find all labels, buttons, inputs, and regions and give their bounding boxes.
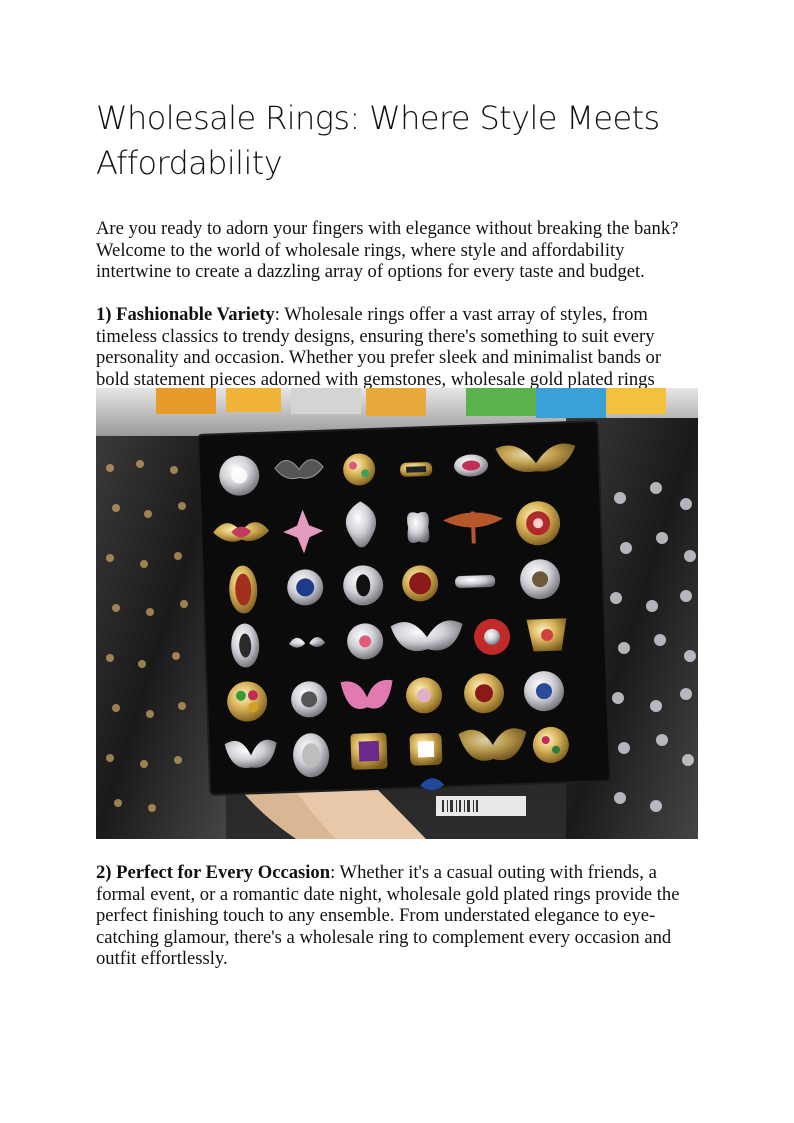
page-title: Wholesale Rings: Where Style Meets Affordability xyxy=(96,99,660,182)
rings-display-photo xyxy=(96,388,698,839)
intro-paragraph: Are you ready to adorn your fingers with elegance without breaking the bank? Welcome to the world of wholesale rings, where style and affordability intertwine to create a dazzling array of options for every taste and budget. xyxy=(96,218,679,282)
section-1-body: : Wholesale rings offer a vast array of styles, from timeless classics to trendy designs, ensuring there's something to suit every personality and occasion. Whether you prefer sleek and minimalist bands or bold statement pieces adorned with gemstones, wholesale gold plated rings xyxy=(96,304,662,388)
section-2-heading: 2) Perfect for Every Occasion xyxy=(96,862,331,883)
section-1-paragraph xyxy=(96,304,696,388)
section-1-heading: 1) Fashionable Variety xyxy=(96,304,275,325)
section-2-body: : Whether it's a casual outing with friends, a formal event, or a romantic date night, wholesale gold plated rings provide the perfect finishing touch to any ensemble. From understated elegance to eye-catching glamour, there's a wholesale ring to complement every occasion and outfit effortlessly. xyxy=(96,862,680,969)
section-2-paragraph xyxy=(96,862,696,970)
rings-display-illustration xyxy=(96,388,698,839)
